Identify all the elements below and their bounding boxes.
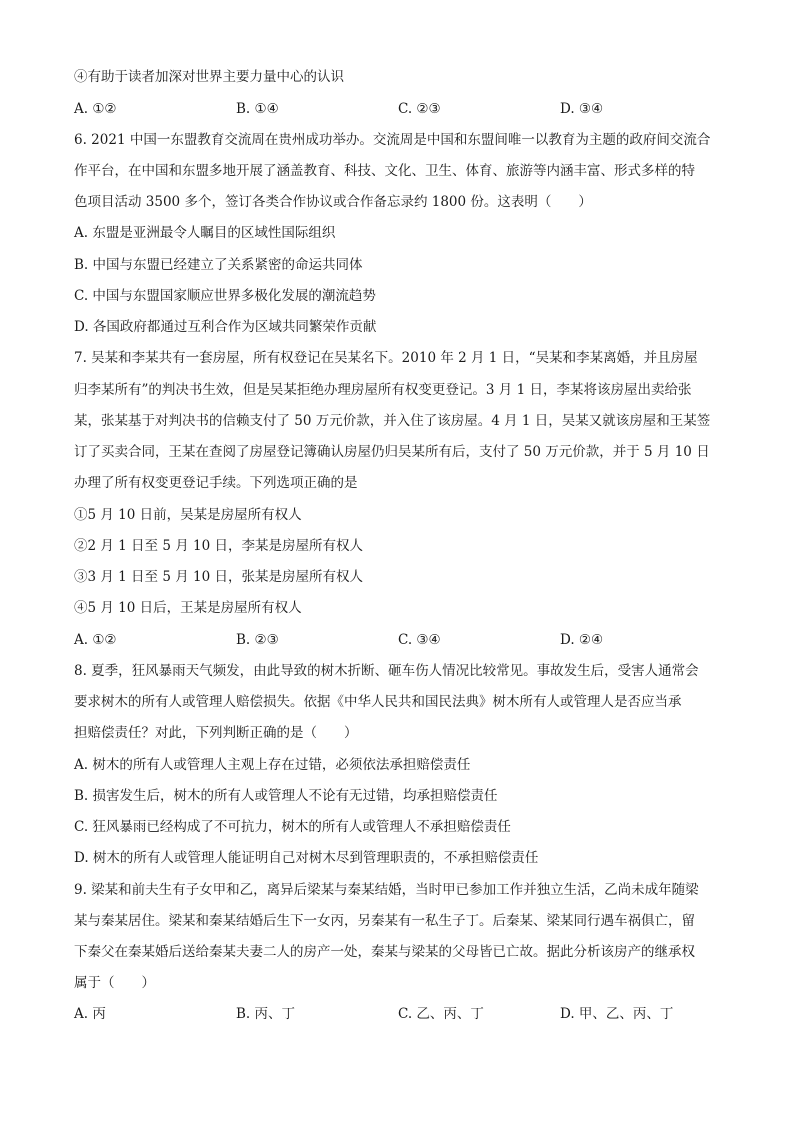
q5-option-4: ④有助于读者加深对世界主要力量中心的认识 bbox=[74, 69, 344, 85]
q5-choice-b: B. ①④ bbox=[236, 101, 279, 117]
q6-stem-line-3: 色项目活动 3500 多个，签订各类合作协议或合作备忘录约 1800 份。这表明（ ） bbox=[74, 194, 592, 210]
q6-stem-line-2: 作平台，在中国和东盟多地开展了涵盖教育、科技、文化、卫生、体育、旅游等内涵丰富、形式多样的特 bbox=[74, 163, 695, 179]
q9-choices bbox=[74, 1005, 734, 1023]
q7-stem-line-4: 订了买卖合同，王某在查阅了房屋登记簿确认房屋仍归吴某所有后，支付了 50 万元价款，并于 5 月 10 日 bbox=[74, 444, 710, 460]
q8-choice-c: C. 狂风暴雨已经构成了不可抗力，树木的所有人或管理人不承担赔偿责任 bbox=[74, 819, 511, 835]
q6-choice-a: A. 东盟是亚洲最令人瞩目的区域性国际组织 bbox=[74, 225, 336, 241]
q9-stem-line-4: 属于（ ） bbox=[74, 975, 155, 991]
q9-choice-a: A. 丙 bbox=[74, 1006, 106, 1022]
q7-stem-line-3: 某，张某基于对判决书的信赖支付了 50 万元价款，并入住了该房屋。4 月 1 日，吴某又就该房屋和王某签 bbox=[74, 413, 711, 429]
q8-stem-line-2: 要求树木的所有人或管理人赔偿损失。依据《中华人民共和国民法典》树木所有人或管理人是否应当承 bbox=[74, 694, 682, 710]
q9-stem-line-1: 9. 梁某和前夫生有子女甲和乙，离异后梁某与秦某结婚，当时甲已参加工作并独立生活，乙尚未成年随梁 bbox=[74, 882, 699, 898]
q7-stem-line-5: 办理了所有权变更登记手续。下列选项正确的是 bbox=[74, 475, 358, 491]
q7-statement-4: ④5 月 10 日后，王某是房屋所有权人 bbox=[74, 600, 302, 616]
q6-stem-line-1: 6. 2021 中国一东盟教育交流周在贵州成功举办。交流周是中国和东盟间唯一以教育为主题的政府间交流合 bbox=[74, 132, 711, 148]
q7-choice-d: D. ②④ bbox=[560, 632, 604, 648]
q8-choice-b: B. 损害发生后，树木的所有人或管理人不论有无过错，均承担赔偿责任 bbox=[74, 788, 498, 804]
q8-choice-a: A. 树木的所有人或管理人主观上存在过错，必须依法承担赔偿责任 bbox=[74, 757, 471, 773]
q9-choice-d: D. 甲、乙、丙、丁 bbox=[560, 1006, 674, 1022]
q6-choice-d: D. 各国政府都通过互利合作为区域共同繁荣作贡献 bbox=[74, 319, 377, 335]
q7-statement-3: ③3 月 1 日至 5 月 10 日，张某是房屋所有权人 bbox=[74, 569, 363, 585]
q6-choice-b: B. 中国与东盟已经建立了关系紧密的命运共同体 bbox=[74, 257, 363, 273]
q7-stem-line-1: 7. 吴某和李某共有一套房屋，所有权登记在吴某名下。2010 年 2 月 1 日，“吴某和李某离婚，并且房屋 bbox=[74, 350, 698, 366]
q5-choice-a: A. ①② bbox=[74, 101, 117, 117]
q9-choice-b: B. 丙、丁 bbox=[236, 1006, 296, 1022]
q9-choice-c: C. 乙、丙、丁 bbox=[398, 1006, 484, 1022]
q9-stem-line-2: 某与秦某居住。梁某和秦某结婚后生下一女丙，另秦某有一私生子丁。后秦某、梁某同行遇车祸俱亡，留 bbox=[74, 913, 695, 929]
q5-choice-d: D. ③④ bbox=[560, 101, 604, 117]
q8-stem-line-3: 担赔偿责任？对此，下列判断正确的是（ ） bbox=[74, 725, 358, 741]
q8-stem-line-1: 8. 夏季，狂风暴雨天气频发，由此导致的树木折断、砸车伤人情况比较常见。事故发生后，受害人通常会 bbox=[74, 663, 699, 679]
q8-choice-d: D. 树木的所有人或管理人能证明自己对树木尽到管理职责的，不承担赔偿责任 bbox=[74, 850, 539, 866]
q9-stem-line-3: 下秦父在秦某婚后送给秦某夫妻二人的房产一处，秦某与梁某的父母皆已亡故。据此分析该房产的继承权 bbox=[74, 944, 695, 960]
q5-choice-c: C. ②③ bbox=[398, 101, 441, 117]
q7-statement-2: ②2 月 1 日至 5 月 10 日，李某是房屋所有权人 bbox=[74, 538, 363, 554]
q7-choice-b: B. ②③ bbox=[236, 632, 279, 648]
q5-choices bbox=[74, 100, 734, 118]
q6-choice-c: C. 中国与东盟国家顺应世界多极化发展的潮流趋势 bbox=[74, 288, 376, 304]
q7-statement-1: ①5 月 10 日前，吴某是房屋所有权人 bbox=[74, 507, 302, 523]
q7-choice-c: C. ③④ bbox=[398, 632, 441, 648]
q7-stem-line-2: 归李某所有”的判决书生效，但是吴某拒绝办理房屋所有权变更登记。3 月 1 日，李某将该房屋出卖给张 bbox=[74, 382, 692, 398]
q7-choices bbox=[74, 631, 734, 649]
q7-choice-a: A. ①② bbox=[74, 632, 117, 648]
